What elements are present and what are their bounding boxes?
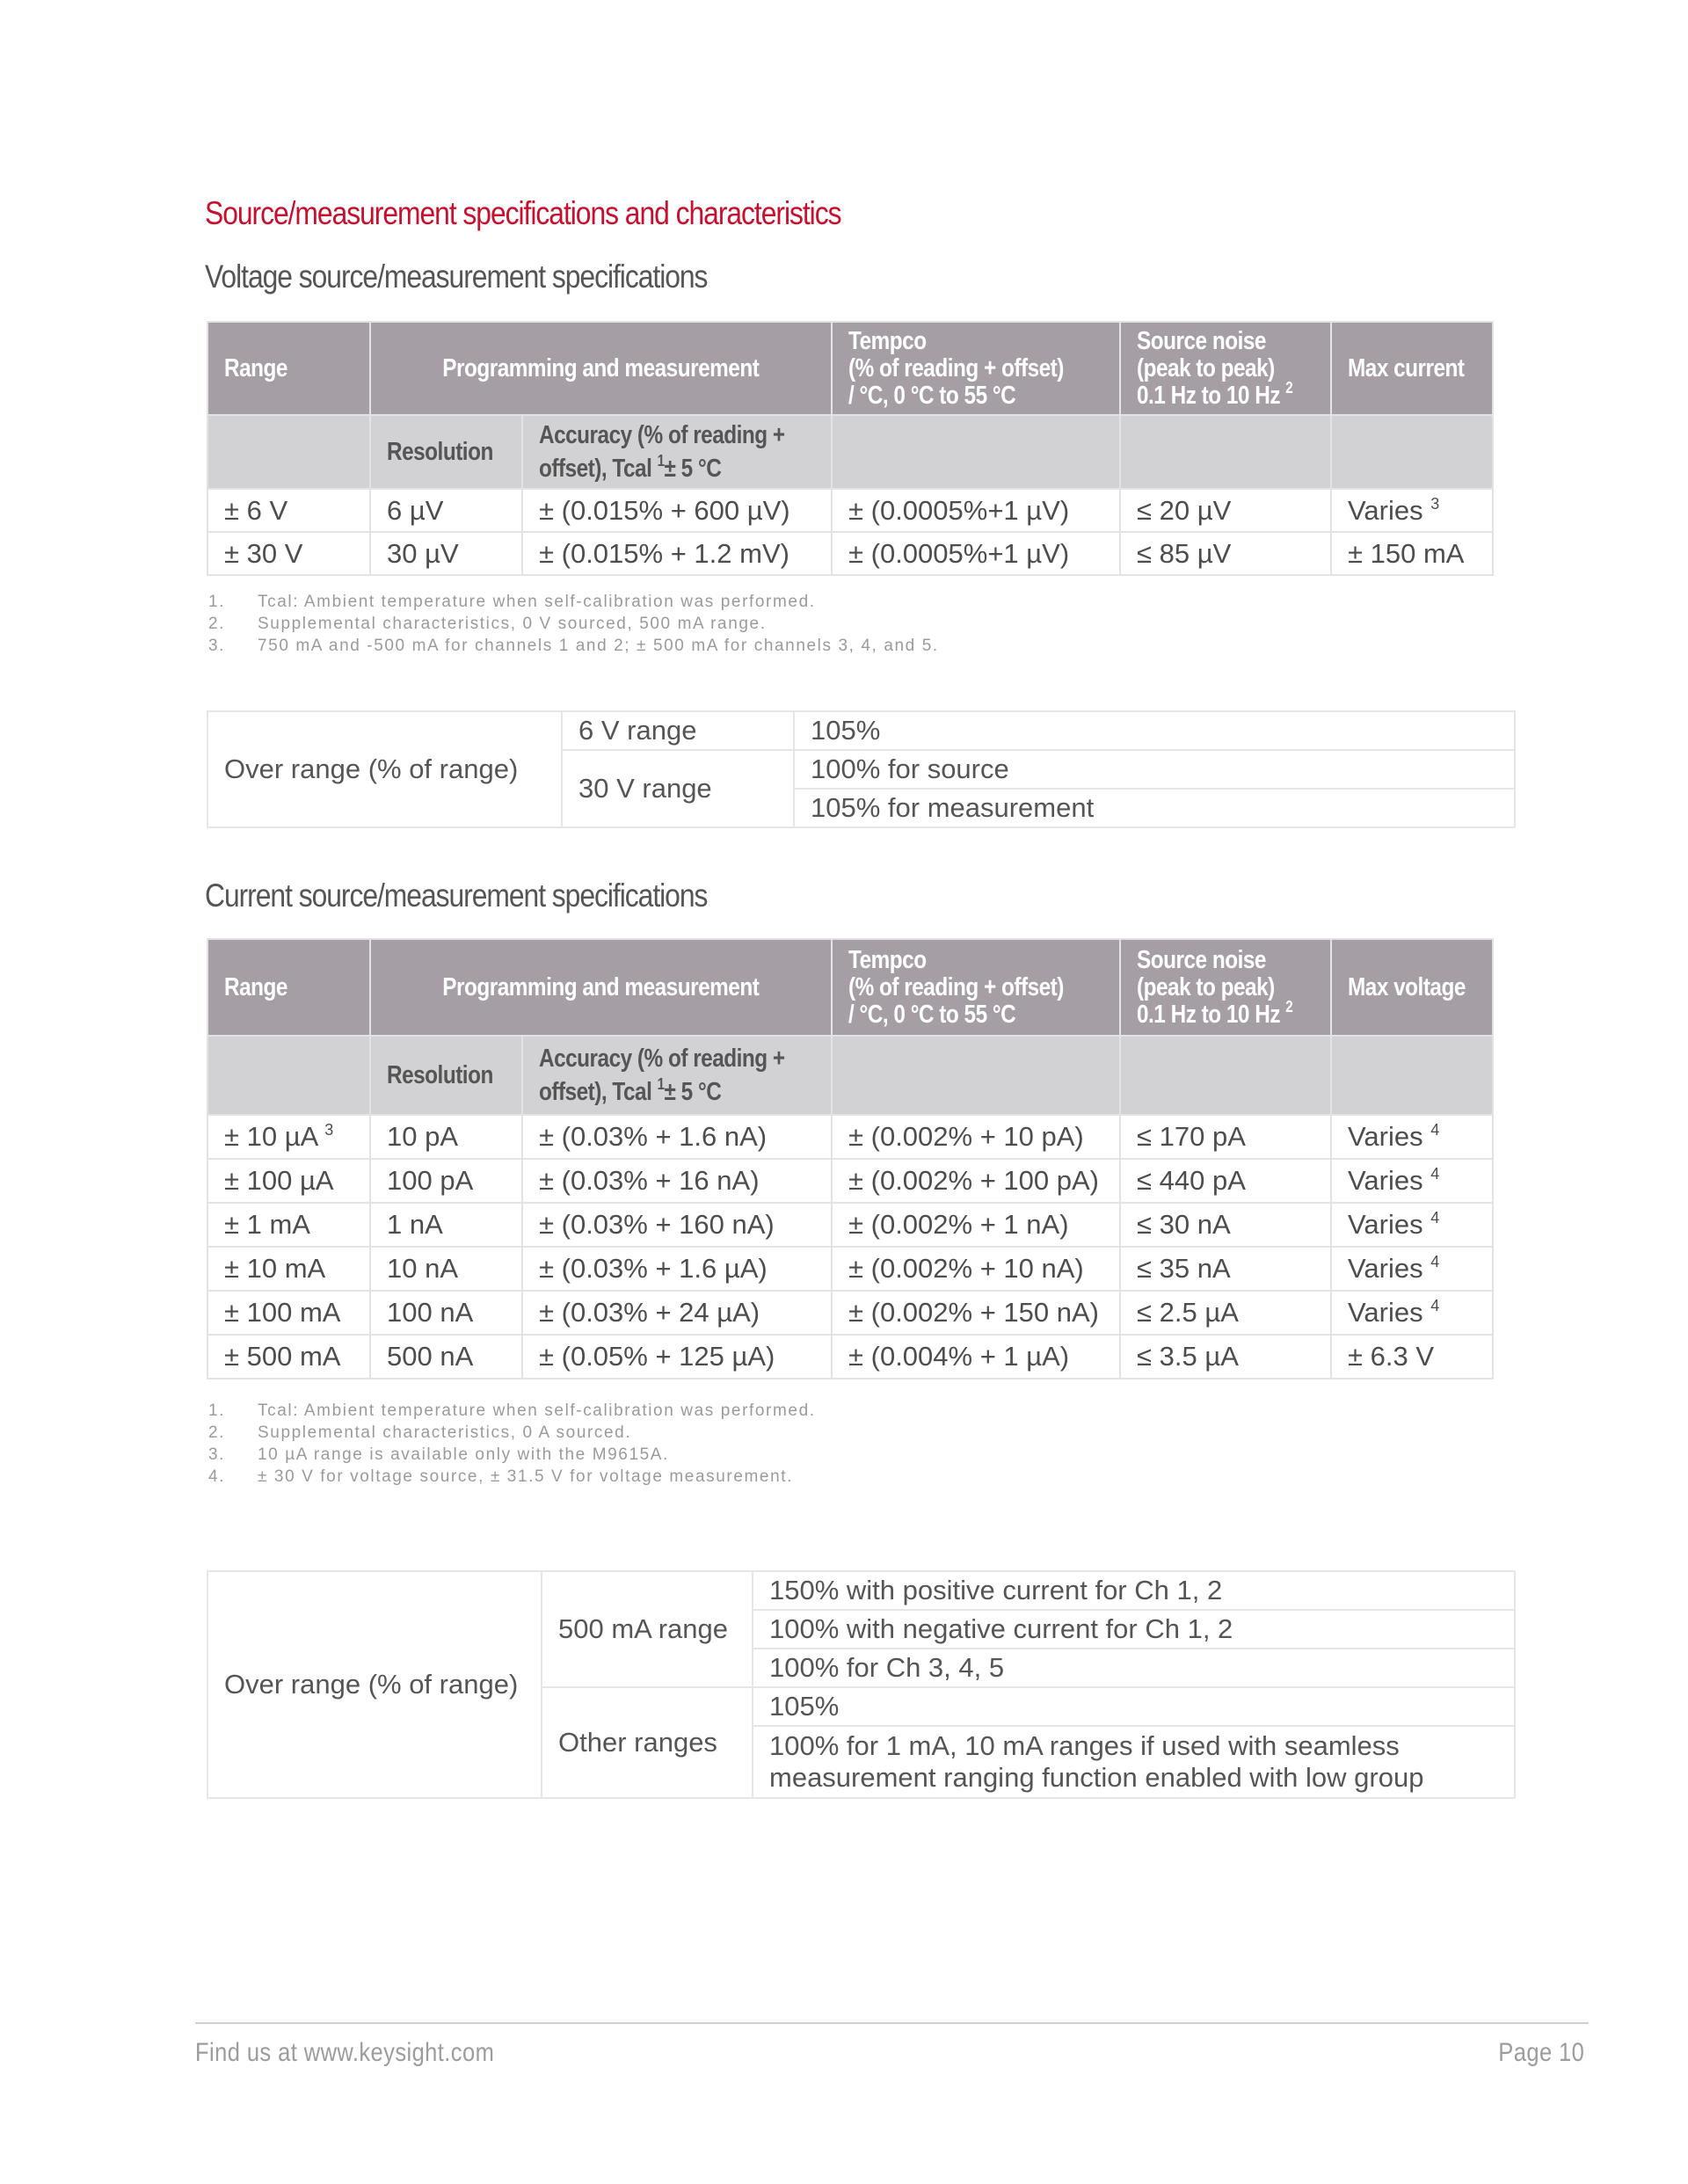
footnote: 3. 10 µA range is available only with the M9615A. [208,1445,669,1464]
voltage-section-heading: Voltage source/measurement specifications [205,258,708,295]
subheader-accuracy: Accuracy (% of reading + offset), Tcal $^1$± 5 °C [522,415,832,489]
table-row: ± 100 mA 100 nA ± (0.03% + 24 µA) ± (0.002% + 150 nA) ≤ 2.5 µA Varies $^4$ [207,1291,1493,1335]
footnote: 1. Tcal: Ambient temperature when self-calibration was performed. [208,1401,816,1420]
current-footnotes [208,1400,816,1488]
footnote: 3. 750 mA and -500 mA for channels 1 and 2; ± 500 mA for channels 3, 4, and 5. [208,637,939,655]
header-source-noise: Source noise (peak to peak) 0.1 Hz to 10 Hz $^2$ [1120,939,1331,1036]
current-section-heading: Current source/measurement specifications [205,877,708,914]
subheader-resolution: Resolution [370,415,522,489]
over-range-label: Over range (% of range) [207,1571,542,1798]
header-tempco: Tempco (% of reading + offset) / °C, 0 °C to 55 °C [832,939,1120,1036]
footnote: 4. ± 30 V for voltage source, ± 31.5 V for voltage measurement. [208,1467,794,1486]
current-spec-table [207,938,1494,1380]
page-title: Source/measurement specifications and characteristics [205,195,841,231]
table-row: ± 6 V 6 µV ± (0.015% + 600 µV) ± (0.0005%+1 µV) ≤ 20 µV Varies $^3$ [207,489,1493,532]
table-row: ± 10 µA $^3$ 10 pA ± (0.03% + 1.6 nA) ± (0.002% + 10 pA) ≤ 170 pA Varies $^4$ [207,1115,1493,1159]
page-number: Page 10 [1498,2038,1584,2067]
table-row: ± 10 mA 10 nA ± (0.03% + 1.6 µA) ± (0.002% + 10 nA) ≤ 35 nA Varies $^4$ [207,1247,1493,1291]
table-row: ± 500 mA 500 nA ± (0.05% + 125 µA) ± (0.004% + 1 µA) ≤ 3.5 µA ± 6.3 V [207,1335,1493,1379]
footer-divider [195,2022,1589,2024]
current-over-range-table: Over range (% of range) 500 mA range 150% with positive current for Ch 1, 2 100% with negative current for Ch 1, 2 100% for Ch 3, 4, 5 Other ranges 105% 100% for 1 mA, 10 mA ranges if used with seamless measurement ranging function enabled with low group [207,1570,1516,1799]
header-range: Range [207,939,370,1036]
subheader-empty [207,415,370,489]
footer-website-link[interactable]: Find us at www.keysight.com [195,2038,495,2067]
footnote: 2. Supplemental characteristics, 0 V sourced, 500 mA range. [208,615,767,633]
over-range-label: Over range (% of range) [207,711,562,827]
header-programming: Programming and measurement [370,939,832,1036]
subheader-resolution: Resolution [370,1036,522,1115]
subheader-accuracy: Accuracy (% of reading + offset), Tcal $^1$± 5 °C [522,1036,832,1115]
header-source-noise: Source noise (peak to peak) 0.1 Hz to 10 Hz $^2$ [1120,322,1331,415]
header-max-voltage: Max voltage [1331,939,1493,1036]
voltage-over-range-table: Over range (% of range) 6 V range 105% 30 V range 100% for source 105% for measurement [207,710,1516,828]
table-row: ± 30 V 30 µV ± (0.015% + 1.2 mV) ± (0.0005%+1 µV) ≤ 85 µV ± 150 mA [207,532,1493,575]
table-row: ± 100 µA 100 pA ± (0.03% + 16 nA) ± (0.002% + 100 pA) ≤ 440 pA Varies $^4$ [207,1159,1493,1203]
voltage-spec-table [207,321,1494,576]
footnote: 1. Tcal: Ambient temperature when self-calibration was performed. [208,593,816,611]
voltage-footnotes [208,591,939,657]
table-row: ± 1 mA 1 nA ± (0.03% + 160 nA) ± (0.002% + 1 nA) ≤ 30 nA Varies $^4$ [207,1203,1493,1247]
header-max-current: Max current [1331,322,1493,415]
subheader-empty [207,1036,370,1115]
header-range: Range [207,322,370,415]
footnote: 2. Supplemental characteristics, 0 A sourced. [208,1423,632,1442]
header-tempco: Tempco (% of reading + offset) / °C, 0 °C to 55 °C [832,322,1120,415]
header-programming: Programming and measurement [370,322,832,415]
